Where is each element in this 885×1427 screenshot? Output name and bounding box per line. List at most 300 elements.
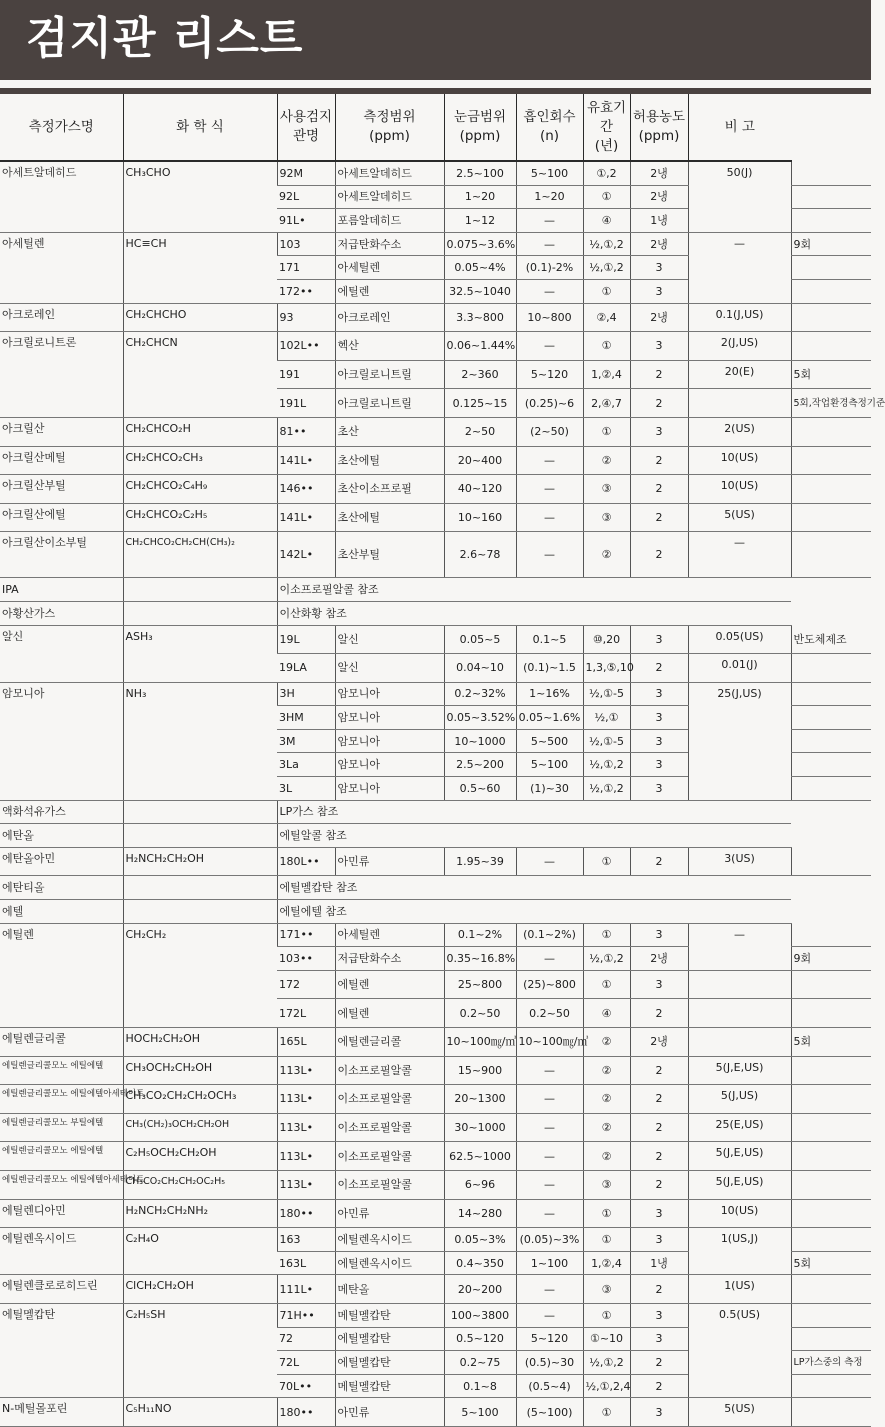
tube-code: 3La xyxy=(277,753,335,777)
gas-name: 아크릴산이소부틸 xyxy=(0,532,123,578)
scale-range: 0.1~5 xyxy=(516,625,583,654)
measuring-range: 3.3~800 xyxy=(444,303,516,332)
remarks xyxy=(791,1374,871,1398)
remarks xyxy=(791,847,871,876)
scale-range: (25)~800 xyxy=(516,970,583,999)
shelf-life: 1냉 xyxy=(630,1251,688,1275)
tube-code: 141L• xyxy=(277,446,335,475)
scale-range: — xyxy=(516,1056,583,1085)
tlv-value: — xyxy=(688,532,791,578)
chemical-formula: CH₂CHCO₂C₂H₅ xyxy=(123,503,277,532)
measuring-range: 10~160 xyxy=(444,503,516,532)
pump-strokes: 2,④,7 xyxy=(583,389,630,418)
chemical-formula: CH₂CHCO₂CH₃ xyxy=(123,446,277,475)
reference-row xyxy=(0,900,871,924)
measuring-range: 0.2~32% xyxy=(444,682,516,706)
tlv-value: 10(US) xyxy=(688,446,791,475)
tlv-value: 3(US) xyxy=(688,847,791,876)
tube-code: 92M xyxy=(277,161,335,185)
tube-code: 103 xyxy=(277,232,335,256)
table-row xyxy=(0,1113,871,1142)
tlv-value xyxy=(688,999,791,1028)
pump-strokes: ④ xyxy=(583,999,630,1028)
tube-code: 163L xyxy=(277,1251,335,1275)
shelf-life: 3 xyxy=(630,256,688,280)
pump-strokes: ② xyxy=(583,532,630,578)
table-row xyxy=(0,1085,871,1114)
scale-range: — xyxy=(516,279,583,303)
detected-substance: 초산이소프로필 xyxy=(335,475,444,504)
scale-range: 1~100 xyxy=(516,1251,583,1275)
pump-strokes: ½,①-5 xyxy=(583,682,630,706)
detected-substance: 아크릴로니트릴 xyxy=(335,360,444,389)
remarks xyxy=(791,923,871,947)
measuring-range: 1~12 xyxy=(444,209,516,233)
detected-substance: 저급탄화수소 xyxy=(335,947,444,971)
shelf-life: 3 xyxy=(630,279,688,303)
tube-code: 102L•• xyxy=(277,332,335,361)
tlv-value: 5(J,E,US) xyxy=(688,1056,791,1085)
table-row xyxy=(0,446,871,475)
shelf-life: 3 xyxy=(630,682,688,706)
chemical-formula: H₂NCH₂CH₂NH₂ xyxy=(123,1199,277,1228)
detected-substance: 아민류 xyxy=(335,847,444,876)
tlv-value: 2(J,US) xyxy=(688,332,791,361)
measuring-range: 100~3800 xyxy=(444,1303,516,1327)
tube-code: 113L• xyxy=(277,1142,335,1171)
shelf-life: 2 xyxy=(630,1170,688,1199)
shelf-life: 2냉 xyxy=(630,185,688,209)
tube-code: 72L xyxy=(277,1351,335,1375)
detected-substance: 아민류 xyxy=(335,1398,444,1427)
scale-range: 1~20 xyxy=(516,185,583,209)
tube-code: 146•• xyxy=(277,475,335,504)
header-tlv: 허용농도 (ppm) xyxy=(630,94,688,161)
shelf-life: 3 xyxy=(630,706,688,730)
remarks: 5회 xyxy=(791,1028,871,1057)
remarks xyxy=(791,161,871,185)
scale-range: — xyxy=(516,446,583,475)
measuring-range: 0.05~5 xyxy=(444,625,516,654)
measuring-range: 62.5~1000 xyxy=(444,1142,516,1171)
tlv-value: 10(US) xyxy=(688,475,791,504)
shelf-life: 2 xyxy=(630,503,688,532)
scale-range: — xyxy=(516,1199,583,1228)
pump-strokes: ③ xyxy=(583,1275,630,1304)
shelf-life: 2 xyxy=(630,1351,688,1375)
gas-name: 에틸렌글리콜모노 에틸에텔 xyxy=(0,1142,123,1171)
tube-code: 180•• xyxy=(277,1398,335,1427)
shelf-life: 2 xyxy=(630,446,688,475)
detected-substance: 이소프로필알콜 xyxy=(335,1056,444,1085)
measuring-range: 0.1~2% xyxy=(444,923,516,947)
table-row xyxy=(0,1028,871,1057)
detected-substance: 아세트알데히드 xyxy=(335,161,444,185)
tube-code: 81•• xyxy=(277,417,335,446)
tube-code: 19LA xyxy=(277,654,335,683)
shelf-life: 2냉 xyxy=(630,232,688,256)
title-banner xyxy=(0,0,871,80)
tube-code: 103•• xyxy=(277,947,335,971)
scale-range: 10~800 xyxy=(516,303,583,332)
measuring-range: 0.05~3.52% xyxy=(444,706,516,730)
shelf-life: 3 xyxy=(630,753,688,777)
detected-substance: 초산에틸 xyxy=(335,503,444,532)
shelf-life: 3 xyxy=(630,417,688,446)
header-scale: 눈금범위 (ppm) xyxy=(444,94,516,161)
detected-substance: 이소프로필알콜 xyxy=(335,1113,444,1142)
remarks xyxy=(791,1056,871,1085)
remarks xyxy=(791,1275,871,1304)
scale-range: — xyxy=(516,503,583,532)
reference-note: 이소프로필알콜 참조 xyxy=(277,578,791,602)
detected-substance: 아세트알데히드 xyxy=(335,185,444,209)
reference-row xyxy=(0,824,871,848)
tube-code: 111L• xyxy=(277,1275,335,1304)
measuring-range: 0.35~16.8% xyxy=(444,947,516,971)
scale-range: — xyxy=(516,1113,583,1142)
gas-name: 에틸렌글리콜모노 부틸에텔 xyxy=(0,1113,123,1142)
table-row xyxy=(0,923,871,947)
chemical-formula: CH₂CHCO₂H xyxy=(123,417,277,446)
remarks xyxy=(791,1085,871,1114)
tlv-value: — xyxy=(688,232,791,303)
gas-name: 아크릴산에틸 xyxy=(0,503,123,532)
detected-substance: 이소프로필알콜 xyxy=(335,1142,444,1171)
pump-strokes: ① xyxy=(583,185,630,209)
tube-code: 3L xyxy=(277,777,335,801)
remarks xyxy=(791,1228,871,1252)
chemical-formula: CH₂CH₂ xyxy=(123,923,277,1027)
tlv-value: 1(US) xyxy=(688,1275,791,1304)
scale-range: — xyxy=(516,847,583,876)
pump-strokes: ① xyxy=(583,847,630,876)
remarks xyxy=(791,1113,871,1142)
pump-strokes: ① xyxy=(583,1398,630,1427)
chemical-formula: C₅H₁₁NO xyxy=(123,1398,277,1427)
table-row xyxy=(0,332,871,361)
scale-range: 5~500 xyxy=(516,729,583,753)
pump-strokes: ① xyxy=(583,923,630,947)
header-gas: 측정가스명 xyxy=(0,94,123,161)
chemical-formula: HOCH₂CH₂OH xyxy=(123,1028,277,1057)
shelf-life: 2 xyxy=(630,1113,688,1142)
table-row xyxy=(0,847,871,876)
shelf-life: 3 xyxy=(630,1228,688,1252)
reference-row xyxy=(0,601,871,625)
measuring-range: 2.5~100 xyxy=(444,161,516,185)
scale-range: (0.5~4) xyxy=(516,1374,583,1398)
gas-name: 에틸멜캅탄 xyxy=(0,1303,123,1397)
remarks xyxy=(791,654,871,683)
tlv-value xyxy=(688,970,791,999)
shelf-life: 2냉 xyxy=(630,947,688,971)
measuring-range: 5~100 xyxy=(444,1398,516,1427)
scale-range: 5~100 xyxy=(516,753,583,777)
remarks xyxy=(791,1303,871,1327)
pump-strokes: ② xyxy=(583,1113,630,1142)
detected-substance: 암모니아 xyxy=(335,753,444,777)
pump-strokes: ① xyxy=(583,417,630,446)
pump-strokes: ① xyxy=(583,970,630,999)
detected-substance: 에틸렌옥시이드 xyxy=(335,1228,444,1252)
pump-strokes: ②,4 xyxy=(583,303,630,332)
chemical-formula: ClCH₂CH₂OH xyxy=(123,1275,277,1304)
tube-code: 71H•• xyxy=(277,1303,335,1327)
tube-code: 163 xyxy=(277,1228,335,1252)
tube-code: 180L•• xyxy=(277,847,335,876)
tube-code: 171 xyxy=(277,256,335,280)
chemical-formula: CH₃CO₂CH₂CH₂OC₂H₅ xyxy=(123,1170,277,1199)
pump-strokes: ① xyxy=(583,1303,630,1327)
table-row xyxy=(0,1228,871,1252)
scale-range: — xyxy=(516,1170,583,1199)
pump-strokes: ½,①,2 xyxy=(583,777,630,801)
shelf-life: 2 xyxy=(630,847,688,876)
gas-name: 에틸렌글리콜 xyxy=(0,1028,123,1057)
detected-substance: 아세틸렌 xyxy=(335,256,444,280)
gas-name: 아크릴산 xyxy=(0,417,123,446)
measuring-range: 0.2~50 xyxy=(444,999,516,1028)
shelf-life: 3 xyxy=(630,923,688,947)
chemical-formula: CH₃OCH₂CH₂OH xyxy=(123,1056,277,1085)
measuring-range: 0.05~4% xyxy=(444,256,516,280)
remarks xyxy=(791,682,871,706)
detected-substance: 초산 xyxy=(335,417,444,446)
shelf-life: 2 xyxy=(630,654,688,683)
chemical-formula: H₂NCH₂CH₂OH xyxy=(123,847,277,876)
gas-name: 에텔 xyxy=(0,900,123,924)
remarks xyxy=(791,729,871,753)
chemical-formula xyxy=(123,601,277,625)
scale-range: (0.1)-2% xyxy=(516,256,583,280)
measuring-range: 2~360 xyxy=(444,360,516,389)
pump-strokes: ① xyxy=(583,279,630,303)
tube-code: 180•• xyxy=(277,1199,335,1228)
measuring-range: 0.5~60 xyxy=(444,777,516,801)
table-row xyxy=(0,503,871,532)
table-row xyxy=(0,1303,871,1327)
table-body xyxy=(0,161,885,1426)
chemical-formula xyxy=(123,900,277,924)
table-row xyxy=(0,1142,871,1171)
table-row xyxy=(0,682,871,706)
measuring-range: 20~1300 xyxy=(444,1085,516,1114)
measuring-range: 25~800 xyxy=(444,970,516,999)
pump-strokes: 1,②,4 xyxy=(583,1251,630,1275)
table-row xyxy=(0,232,871,256)
detected-substance: 알신 xyxy=(335,625,444,654)
measuring-range: 2.6~78 xyxy=(444,532,516,578)
shelf-life: 2 xyxy=(630,1142,688,1171)
reference-note: 에틸멜캅탄 참조 xyxy=(277,876,791,900)
detected-substance: 포름알데히드 xyxy=(335,209,444,233)
header-tube: 사용검지관명 xyxy=(277,94,335,161)
detected-substance: 아크릴로니트릴 xyxy=(335,389,444,418)
pump-strokes: ② xyxy=(583,1028,630,1057)
tube-code: 3H xyxy=(277,682,335,706)
reference-note: LP가스 참조 xyxy=(277,800,791,824)
pump-strokes: ② xyxy=(583,1142,630,1171)
tube-code: 141L• xyxy=(277,503,335,532)
remarks: 9회 xyxy=(791,947,871,971)
pump-strokes: ½,①,2 xyxy=(583,753,630,777)
gas-name: 액화석유가스 xyxy=(0,800,123,824)
pump-strokes: ½,①,2 xyxy=(583,1351,630,1375)
detected-substance: 헥산 xyxy=(335,332,444,361)
tlv-value: 0.01(J) xyxy=(688,654,791,683)
shelf-life: 2 xyxy=(630,360,688,389)
gas-name: 에틸렌글리콜모노 에틸에텔 xyxy=(0,1056,123,1085)
detected-substance: 메탄올 xyxy=(335,1275,444,1304)
table-row xyxy=(0,1398,871,1427)
table-row xyxy=(0,1170,871,1199)
measuring-range: 30~1000 xyxy=(444,1113,516,1142)
tube-code: 113L• xyxy=(277,1085,335,1114)
pump-strokes: ③ xyxy=(583,503,630,532)
remarks: LP가스중의 측정 xyxy=(791,1351,871,1375)
header-row xyxy=(0,94,871,161)
chemical-formula: NH₃ xyxy=(123,682,277,800)
remarks xyxy=(791,332,871,361)
shelf-life: 3 xyxy=(630,1398,688,1427)
remarks xyxy=(791,777,871,801)
pump-strokes: ½,①-5 xyxy=(583,729,630,753)
measuring-range: 0.1~8 xyxy=(444,1374,516,1398)
chemical-formula: C₂H₅OCH₂CH₂OH xyxy=(123,1142,277,1171)
tlv-value: 0.05(US) xyxy=(688,625,791,654)
scale-range: — xyxy=(516,209,583,233)
gas-name: 에틸렌 xyxy=(0,923,123,1027)
remarks xyxy=(791,417,871,446)
remarks xyxy=(791,532,871,578)
table-row xyxy=(0,161,871,185)
table-row xyxy=(0,475,871,504)
tlv-value: 5(US) xyxy=(688,1398,791,1427)
shelf-life: 3 xyxy=(630,1327,688,1351)
scale-range: 0.2~50 xyxy=(516,999,583,1028)
gas-name: IPA xyxy=(0,578,123,602)
measuring-range: 0.125~15 xyxy=(444,389,516,418)
shelf-life: 3 xyxy=(630,729,688,753)
chemical-formula: CH₃CO₂CH₂CH₂OCH₃ xyxy=(123,1085,277,1114)
gas-name: 에틸렌글리콜모노 에틸에텔아세테이트 xyxy=(0,1085,123,1114)
gas-name: 아크로레인 xyxy=(0,303,123,332)
remarks xyxy=(791,446,871,475)
remarks: 5회,작업환경측정기준 xyxy=(791,389,871,418)
remarks xyxy=(791,303,871,332)
scale-range: — xyxy=(516,1275,583,1304)
tube-code: 91L• xyxy=(277,209,335,233)
remarks xyxy=(791,279,871,303)
scale-range: (0.25)~6 xyxy=(516,389,583,418)
shelf-life: 3 xyxy=(630,777,688,801)
pump-strokes: ⑩,20 xyxy=(583,625,630,654)
remarks xyxy=(791,1327,871,1351)
shelf-life: 2냉 xyxy=(630,303,688,332)
header-shelf: 유효기간 (년) xyxy=(583,94,630,161)
remarks: 5회 xyxy=(791,360,871,389)
gas-name: 에틸렌옥시이드 xyxy=(0,1228,123,1275)
scale-range: — xyxy=(516,332,583,361)
measuring-range: 40~120 xyxy=(444,475,516,504)
shelf-life: 3 xyxy=(630,970,688,999)
tlv-value xyxy=(688,1028,791,1057)
table-row xyxy=(0,303,871,332)
scale-range: — xyxy=(516,232,583,256)
tlv-value xyxy=(688,389,791,418)
shelf-life: 3 xyxy=(630,625,688,654)
remarks xyxy=(791,209,871,233)
scale-range: (1)~30 xyxy=(516,777,583,801)
measuring-range: 2~50 xyxy=(444,417,516,446)
shelf-life: 2냉 xyxy=(630,1028,688,1057)
gas-name: 아세트알데히드 xyxy=(0,161,123,232)
pump-strokes: ④ xyxy=(583,209,630,233)
shelf-life: 3 xyxy=(630,1199,688,1228)
table-row xyxy=(0,1199,871,1228)
scale-range: (0.05)~3% xyxy=(516,1228,583,1252)
tube-code: 3M xyxy=(277,729,335,753)
measuring-range: 20~400 xyxy=(444,446,516,475)
pump-strokes: ② xyxy=(583,1085,630,1114)
table-row xyxy=(0,1275,871,1304)
pump-strokes: ② xyxy=(583,446,630,475)
detected-substance: 암모니아 xyxy=(335,729,444,753)
gas-name: 에틸렌디아민 xyxy=(0,1199,123,1228)
scale-range: 10~100㎎/㎥ xyxy=(516,1028,583,1057)
measuring-range: 10~1000 xyxy=(444,729,516,753)
pump-strokes: ③ xyxy=(583,475,630,504)
scale-range: — xyxy=(516,1303,583,1327)
tlv-value: 1(US,J) xyxy=(688,1228,791,1275)
scale-range: 1~16% xyxy=(516,682,583,706)
chemical-formula: CH₂CHCO₂C₄H₉ xyxy=(123,475,277,504)
header-note: 비 고 xyxy=(688,94,791,161)
scale-range: — xyxy=(516,532,583,578)
tube-code: 113L• xyxy=(277,1056,335,1085)
measuring-range: 0.2~75 xyxy=(444,1351,516,1375)
reference-note: 이산화황 참조 xyxy=(277,601,791,625)
measuring-range: 0.4~350 xyxy=(444,1251,516,1275)
pump-strokes: ③ xyxy=(583,1170,630,1199)
chemical-formula: CH₂CHCN xyxy=(123,332,277,418)
tlv-value: 50(J) xyxy=(688,161,791,232)
chemical-formula: C₂H₄O xyxy=(123,1228,277,1275)
detected-substance: 초산에틸 xyxy=(335,446,444,475)
scale-range: (2~50) xyxy=(516,417,583,446)
detected-substance: 에틸렌 xyxy=(335,279,444,303)
shelf-life: 2냉 xyxy=(630,161,688,185)
gas-name: N-메틸몰포린 xyxy=(0,1398,123,1427)
remarks: 5회 xyxy=(791,1251,871,1275)
remarks xyxy=(791,185,871,209)
pump-strokes: ½,①,2 xyxy=(583,256,630,280)
chemical-formula xyxy=(123,800,277,824)
measuring-range: 6~96 xyxy=(444,1170,516,1199)
scale-range: (0.1)~1.5 xyxy=(516,654,583,683)
remarks xyxy=(791,706,871,730)
pump-strokes: ½,①,2 xyxy=(583,232,630,256)
gas-name: 아세틸렌 xyxy=(0,232,123,303)
scale-range: (0.5)~30 xyxy=(516,1351,583,1375)
shelf-life: 3 xyxy=(630,332,688,361)
detected-substance: 암모니아 xyxy=(335,706,444,730)
tlv-value: 25(E,US) xyxy=(688,1113,791,1142)
detected-substance: 에틸렌 xyxy=(335,999,444,1028)
table-row xyxy=(0,1056,871,1085)
detected-substance: 암모니아 xyxy=(335,682,444,706)
